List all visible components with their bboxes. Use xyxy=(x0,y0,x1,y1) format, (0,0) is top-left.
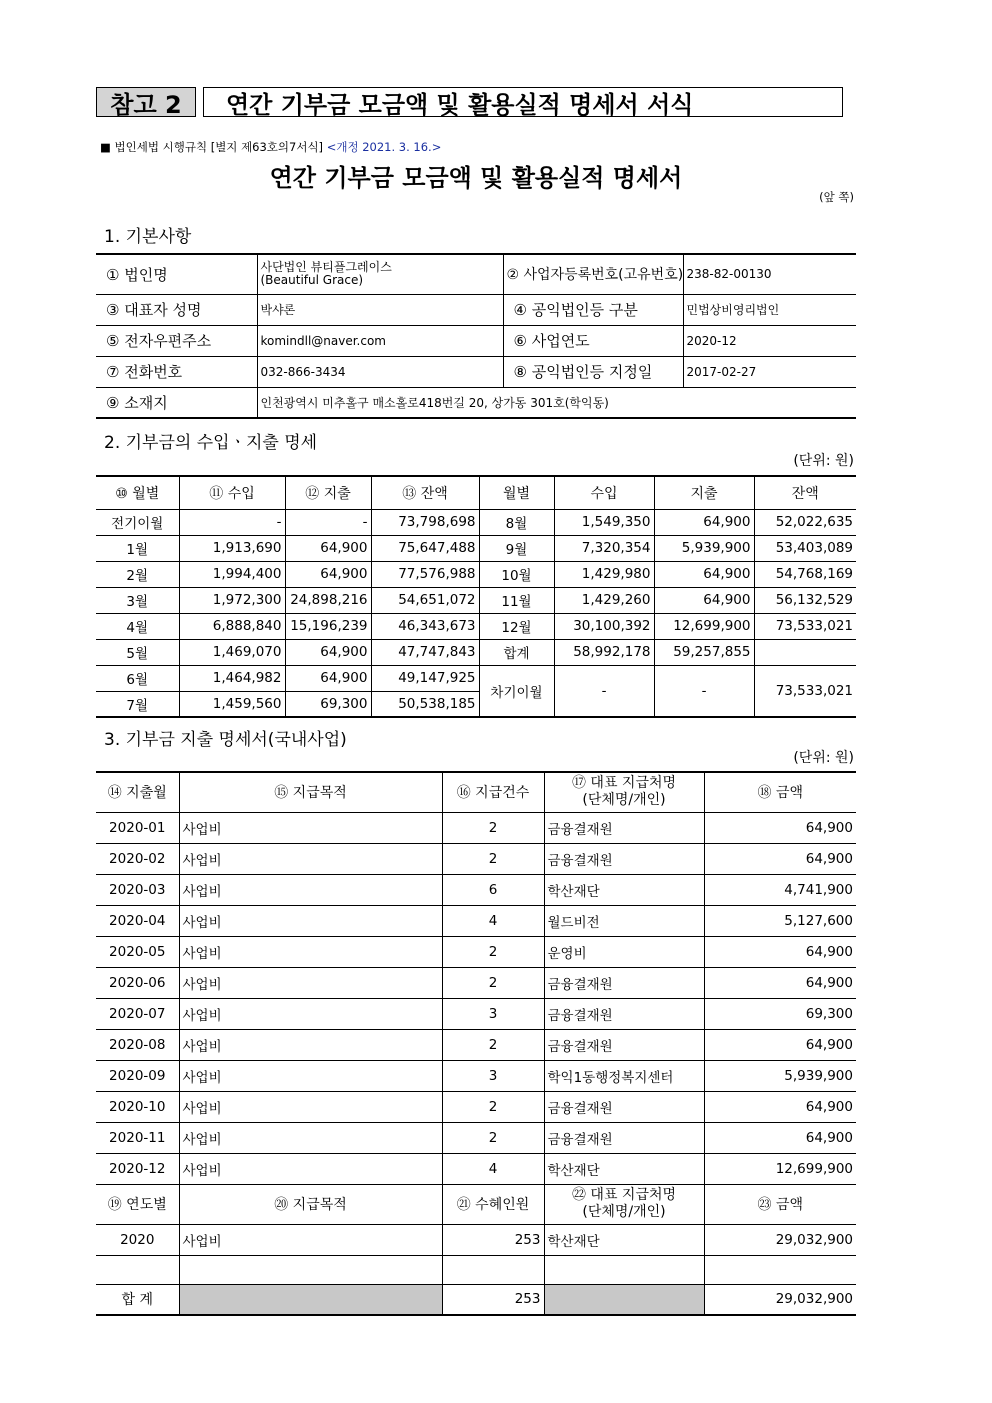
column-header: 수입 xyxy=(554,476,654,509)
table-cell: 59,257,855 xyxy=(654,639,754,665)
corp-name-value: 사단법인 뷰티플그레이스 (Beautiful Grace) xyxy=(257,254,503,294)
table-cell: 2 xyxy=(442,1029,544,1060)
yearly-row: 2020 사업비 253 학산재단 29,032,900 xyxy=(96,1224,856,1255)
table-row xyxy=(96,967,856,998)
table-cell: 합계 xyxy=(479,639,554,665)
table-cell: 73,533,021 xyxy=(754,613,856,639)
corp-type-label: ④ 공익법인등 구분 xyxy=(503,294,683,325)
carry-forward-balance: 73,533,021 xyxy=(754,665,856,717)
table-cell: 73,798,698 xyxy=(371,509,479,535)
column-header: 잔액 xyxy=(754,476,856,509)
table-row xyxy=(96,1060,856,1091)
reference-title: 연간 기부금 모금액 및 활용실적 명세서 서식 xyxy=(203,87,843,117)
table-cell: 사업비 xyxy=(179,936,442,967)
table-cell: 사업비 xyxy=(179,905,442,936)
table-cell: 24,898,216 xyxy=(285,587,371,613)
designation-value: 2017-02-27 xyxy=(683,356,856,387)
carry-forward-label: 차기이월 xyxy=(479,665,554,717)
table-cell: 3 xyxy=(442,998,544,1029)
expense-detail-table xyxy=(96,771,856,1316)
table-cell: 15,196,239 xyxy=(285,613,371,639)
column-header: ⑫ 지출 xyxy=(285,476,371,509)
table-cell: 47,747,843 xyxy=(371,639,479,665)
table-cell: 금융결재원 xyxy=(544,1122,704,1153)
table-cell: 1,913,690 xyxy=(179,535,285,561)
law-reference xyxy=(100,139,441,155)
table-cell: 2 xyxy=(442,936,544,967)
table-row xyxy=(96,561,856,587)
table-cell: 2020-12 xyxy=(96,1153,179,1184)
table-cell: 6,888,840 xyxy=(179,613,285,639)
rep-value: 박샤론 xyxy=(257,294,503,325)
law-reference-text: ■ 법인세법 시행규칙 [별지 제63호의7서식] xyxy=(100,140,324,154)
table-row xyxy=(96,1029,856,1060)
table-row: 6월 1,464,982 64,900 49,147,925 차기이월 - - 73,533,021 xyxy=(96,665,856,691)
table-cell: 64,900 xyxy=(704,1029,856,1060)
table-row xyxy=(96,812,856,843)
table-cell: 64,900 xyxy=(654,509,754,535)
table-cell: 학산재단 xyxy=(544,874,704,905)
reference-tag: 참고 2 xyxy=(96,87,196,117)
table-cell: 5,127,600 xyxy=(704,905,856,936)
table-cell: 64,900 xyxy=(285,639,371,665)
table-cell: 53,403,089 xyxy=(754,535,856,561)
table-cell: 2020-11 xyxy=(96,1122,179,1153)
table-cell: 2020-07 xyxy=(96,998,179,1029)
designation-label: ⑧ 공익법인등 지정일 xyxy=(503,356,683,387)
section-3-title: 3. 기부금 지출 명세서(국내사업) xyxy=(104,730,347,750)
table-cell: 4월 xyxy=(96,613,179,639)
table-cell: 2 xyxy=(442,843,544,874)
table-cell: 1,994,400 xyxy=(179,561,285,587)
table-cell: 월드비전 xyxy=(544,905,704,936)
table-cell: 12월 xyxy=(479,613,554,639)
table-row xyxy=(96,843,856,874)
table-cell: 52,022,635 xyxy=(754,509,856,535)
table-cell: 77,576,988 xyxy=(371,561,479,587)
table-cell: 학산재단 xyxy=(544,1153,704,1184)
table-cell: 4 xyxy=(442,1153,544,1184)
table-cell: 46,343,673 xyxy=(371,613,479,639)
table-cell: 금융결재원 xyxy=(544,843,704,874)
table-cell: 사업비 xyxy=(179,1091,442,1122)
table-cell: 56,132,529 xyxy=(754,587,856,613)
table-cell: 64,900 xyxy=(654,561,754,587)
table-row xyxy=(96,613,856,639)
table-cell: 5월 xyxy=(96,639,179,665)
table-cell: 2 xyxy=(442,1122,544,1153)
address-label: ⑨ 소재지 xyxy=(96,387,257,418)
table-cell: 사업비 xyxy=(179,874,442,905)
table-cell: 8월 xyxy=(479,509,554,535)
table-cell: 30,100,392 xyxy=(554,613,654,639)
fiscal-year-value: 2020-12 xyxy=(683,325,856,356)
table-cell: 2020-03 xyxy=(96,874,179,905)
table-cell: 64,900 xyxy=(285,561,371,587)
section-1-title: 1. 기본사항 xyxy=(104,227,192,247)
table-cell: 2020-04 xyxy=(96,905,179,936)
table-cell: 운영비 xyxy=(544,936,704,967)
table-cell: 사업비 xyxy=(179,1029,442,1060)
table-row xyxy=(96,535,856,561)
table-cell: 전기이월 xyxy=(96,509,179,535)
revision-date: <개정 2021. 3. 16.> xyxy=(326,140,442,154)
table-cell: 5,939,900 xyxy=(654,535,754,561)
front-side-label: (앞 쪽) xyxy=(819,190,854,204)
table-cell: 사업비 xyxy=(179,998,442,1029)
table-cell: 1,429,260 xyxy=(554,587,654,613)
table-cell: 64,900 xyxy=(704,1122,856,1153)
table-cell: 금융결재원 xyxy=(544,812,704,843)
table-row xyxy=(96,1122,856,1153)
table-cell: 12,699,900 xyxy=(704,1153,856,1184)
expense-detail-header: ⑭ 지출월 ⑮ 지급목적 ⑯ 지급건수 ⑰ 대표 지급처명 (단체명/개인) ⑱ 금액 xyxy=(96,772,856,812)
email-value: komindll@naver.com xyxy=(257,325,503,356)
table-cell: 54,768,169 xyxy=(754,561,856,587)
table-row xyxy=(96,998,856,1029)
table-cell: 4,741,900 xyxy=(704,874,856,905)
table-cell: 2020-08 xyxy=(96,1029,179,1060)
table-cell: 3월 xyxy=(96,587,179,613)
table-cell: 1,549,350 xyxy=(554,509,654,535)
table-row xyxy=(96,1091,856,1122)
table-cell: 64,900 xyxy=(285,535,371,561)
table-cell: 12,699,900 xyxy=(654,613,754,639)
fiscal-year-label: ⑥ 사업연도 xyxy=(503,325,683,356)
section-3-unit: (단위: 원) xyxy=(793,750,854,766)
table-cell: 2020-06 xyxy=(96,967,179,998)
table-cell: 1,429,980 xyxy=(554,561,654,587)
rep-label: ③ 대표자 성명 xyxy=(96,294,257,325)
table-cell: 2 xyxy=(442,812,544,843)
table-row xyxy=(96,587,856,613)
table-cell: 64,900 xyxy=(704,1091,856,1122)
table-cell: 학익1동행정복지센터 xyxy=(544,1060,704,1091)
corp-type-value: 민법상비영리법인 xyxy=(683,294,856,325)
table-cell: 58,992,178 xyxy=(554,639,654,665)
table-cell: 1월 xyxy=(96,535,179,561)
phone-value: 032-866-3434 xyxy=(257,356,503,387)
carry-forward-income: - xyxy=(554,665,654,717)
phone-label: ⑦ 전화번호 xyxy=(96,356,257,387)
table-cell: 9월 xyxy=(479,535,554,561)
column-header: ⑩ 월별 xyxy=(96,476,179,509)
table-cell: 69,300 xyxy=(704,998,856,1029)
table-cell: 10월 xyxy=(479,561,554,587)
table-cell: 금융결재원 xyxy=(544,1091,704,1122)
table-cell: 금융결재원 xyxy=(544,998,704,1029)
table-cell: 3 xyxy=(442,1060,544,1091)
basic-info-table xyxy=(96,253,856,419)
table-cell: 4 xyxy=(442,905,544,936)
table-cell: 64,900 xyxy=(704,967,856,998)
table-cell: 2 xyxy=(442,1091,544,1122)
table-cell: 64,900 xyxy=(654,587,754,613)
table-cell: 사업비 xyxy=(179,1153,442,1184)
email-label: ⑤ 전자우편주소 xyxy=(96,325,257,356)
table-row xyxy=(96,936,856,967)
column-header: ⑪ 수입 xyxy=(179,476,285,509)
carry-forward-expense: - xyxy=(654,665,754,717)
table-cell: 7,320,354 xyxy=(554,535,654,561)
table-cell: 금융결재원 xyxy=(544,1029,704,1060)
table-cell: 사업비 xyxy=(179,1060,442,1091)
table-cell: 2020-01 xyxy=(96,812,179,843)
table-cell: 2020-02 xyxy=(96,843,179,874)
table-cell: 1,972,300 xyxy=(179,587,285,613)
table-cell xyxy=(754,639,856,665)
table-cell: 6 xyxy=(442,874,544,905)
table-row: 7월 1,459,560 69,300 50,538,185 xyxy=(96,691,856,717)
yearly-header: ⑲ 연도별 ⑳ 지급목적 ㉑ 수혜인원 ㉒ 대표 지급처명 (단체명/개인) ㉓ 금액 xyxy=(96,1184,856,1224)
table-row xyxy=(96,874,856,905)
table-cell: 2020-09 xyxy=(96,1060,179,1091)
biz-no-value: 238-82-00130 xyxy=(683,254,856,294)
address-value: 인천광역시 미추홀구 매소홀로418번길 20, 상가동 301호(학익동) xyxy=(257,387,856,418)
income-expense-header xyxy=(96,476,856,509)
table-cell: - xyxy=(285,509,371,535)
table-cell: 사업비 xyxy=(179,967,442,998)
total-row: 합 계 253 29,032,900 xyxy=(96,1284,856,1315)
income-expense-table xyxy=(96,475,856,718)
table-cell: 11월 xyxy=(479,587,554,613)
table-cell: 사업비 xyxy=(179,843,442,874)
column-header: 월별 xyxy=(479,476,554,509)
table-cell: 1,469,070 xyxy=(179,639,285,665)
biz-no-label: ② 사업자등록번호(고유번호) xyxy=(503,254,683,294)
table-cell: 사업비 xyxy=(179,1122,442,1153)
table-cell: 사업비 xyxy=(179,812,442,843)
table-row xyxy=(96,1153,856,1184)
table-cell: 54,651,072 xyxy=(371,587,479,613)
table-row xyxy=(96,509,856,535)
table-cell: 75,647,488 xyxy=(371,535,479,561)
table-row xyxy=(96,905,856,936)
table-cell: 64,900 xyxy=(704,812,856,843)
table-cell: 5,939,900 xyxy=(704,1060,856,1091)
table-cell: 2 xyxy=(442,967,544,998)
table-cell: 64,900 xyxy=(704,936,856,967)
section-2-unit: (단위: 원) xyxy=(793,453,854,469)
reference-header xyxy=(96,87,843,119)
table-cell: 2월 xyxy=(96,561,179,587)
column-header: 지출 xyxy=(654,476,754,509)
table-cell: 64,900 xyxy=(704,843,856,874)
table-cell: 금융결재원 xyxy=(544,967,704,998)
table-cell: 2020-05 xyxy=(96,936,179,967)
table-cell: - xyxy=(179,509,285,535)
table-row xyxy=(96,639,856,665)
empty-row xyxy=(96,1255,856,1284)
table-cell: 2020-10 xyxy=(96,1091,179,1122)
document-title: 연간 기부금 모금액 및 활용실적 명세서 xyxy=(269,164,683,192)
section-2-title: 2. 기부금의 수입ㆍ지출 명세 xyxy=(104,433,318,453)
corp-name-label: ① 법인명 xyxy=(96,254,257,294)
column-header: ⑬ 잔액 xyxy=(371,476,479,509)
